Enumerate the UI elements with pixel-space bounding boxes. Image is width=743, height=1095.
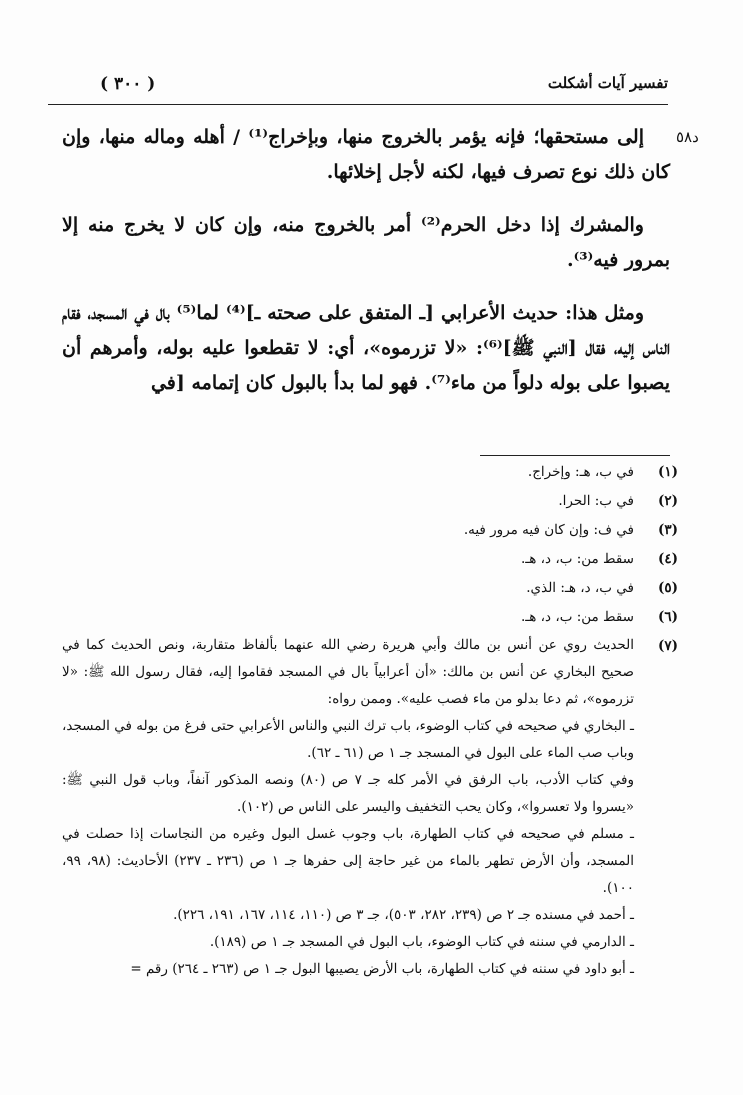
footnote-number: (٤) [657, 551, 678, 567]
main-text [62, 120, 670, 419]
footnote-line: وفي كتاب الأدب، باب الرفق في الأمر كله جـ ٧ ص (٨٠) ونصه المذكور آنفاً، وباب قول النبي ﷺ: «يسروا ولا تعسروا»، وكان يحب التخفيف واليسر على الناس ص (١٠٢). [62, 772, 635, 815]
page-header [48, 74, 668, 100]
footnote-line: ـ أبو داود في سننه في كتاب الطهارة، باب الأرض يصيبها البول جـ ١ ص (٢٦٣ ـ ٢٦٤) رقم = [130, 961, 634, 977]
footnote-number: (٢) [657, 493, 678, 509]
body-paragraph: ومثل هذا: حديث الأعرابي [ـ المتفق على صحته ـ]⁽⁴⁾ لما⁽⁵⁾ بال في المسجد، فقام الناس إليه، فقال [النبي ﷺ]⁽⁶⁾: «لا تزرموه»، أي: لا تقطعوا عليه بوله، وأمرهم أن يصبوا على بوله دلواً من ماء⁽⁷⁾. فهو لما بدأ بالبول كان إتمامه [في [62, 302, 670, 394]
footnote [62, 487, 678, 516]
footnote [62, 516, 678, 545]
footnote [62, 632, 678, 983]
footnote-text: في ب، هـ: وإخراج. [527, 464, 634, 480]
footnote-number: (٧) [657, 638, 678, 654]
footnote-number: (٦) [657, 609, 678, 625]
body-paragraph: إلى مستحقها؛ فإنه يؤمر بالخروج منها، وبإخراج⁽¹⁾ / أهله وماله منها، وإن كان ذلك نوع تصرف فيها، لكنه لأجل إخلائها. [62, 126, 670, 183]
footnote [62, 574, 678, 603]
body-paragraph: والمشرك إذا دخل الحرم⁽²⁾ أمر بالخروج منه، وإن كان لا يخرج منه إلا بمرور فيه⁽³⁾. [62, 214, 670, 271]
footnote-line: ـ أحمد في مسنده جـ ٢ ص (٢٣٩، ٢٨٢، ٥٠٣)، جـ ٣ ص (١١٠، ١١٤، ١٦٧، ١٩١، ٢٢٦). [173, 907, 634, 923]
footnote-text: في ف: وإن كان فيه مرور فيه. [463, 522, 634, 538]
footnote-number: (١) [657, 464, 678, 480]
footnote-text [62, 632, 634, 983]
footnotes [62, 458, 678, 983]
footnote [62, 458, 678, 487]
manuscript-margin-note: د٥٨ [676, 128, 699, 146]
footnote-line: ـ البخاري في صحيحه في كتاب الوضوء، باب ترك النبي والناس الأعرابي حتى فرغ من بوله في المسجد، وباب صب الماء على البول في المسجد جـ ١ ص (٦١ ـ ٦٢). [62, 718, 634, 761]
footnote-text: سقط من: ب، د، هـ. [521, 609, 634, 625]
page-number: ( ٣٠٠ ) [100, 74, 156, 94]
footnote [62, 603, 678, 632]
footnote-number: (٣) [657, 522, 678, 538]
footnote-line: ـ الدارمي في سننه في كتاب الوضوء، باب البول في المسجد جـ ١ ص (١٨٩). [209, 934, 634, 950]
footnote-text: في ب: الحرا. [558, 493, 634, 509]
header-rule [48, 104, 668, 105]
footnote [62, 545, 678, 574]
footnote-separator [480, 455, 670, 456]
footnote-text: في ب، د، هـ: الذي. [526, 580, 634, 596]
footnote-line: ـ مسلم في صحيحه في كتاب الطهارة، باب وجوب غسل البول وغيره من النجاسات إذا حصلت في المسجد، وأن الأرض تطهر بالماء من غير حاجة إلى حفرها جـ ١ ص (٢٣٦ ـ ٢٣٧) الأحاديث: (٩٨، ٩٩، ١٠٠). [62, 826, 634, 896]
footnote-text: سقط من: ب، د، هـ. [521, 551, 634, 567]
running-title: تفسير آيات أشكلت [547, 74, 668, 92]
footnote-number: (٥) [657, 580, 678, 596]
footnote-line: الحديث روي عن أنس بن مالك وأبي هريرة رضي الله عنهما بألفاظ متقاربة، ونص الحديث كما في صحيح البخاري عن أنس بن مالك: «أن أعرابياً بال في المسجد فقاموا إليه، فقال رسول الله ﷺ: «لا تزرموه»، ثم دعا بدلو من ماء فصب عليه». وممن رواه: [62, 637, 634, 707]
